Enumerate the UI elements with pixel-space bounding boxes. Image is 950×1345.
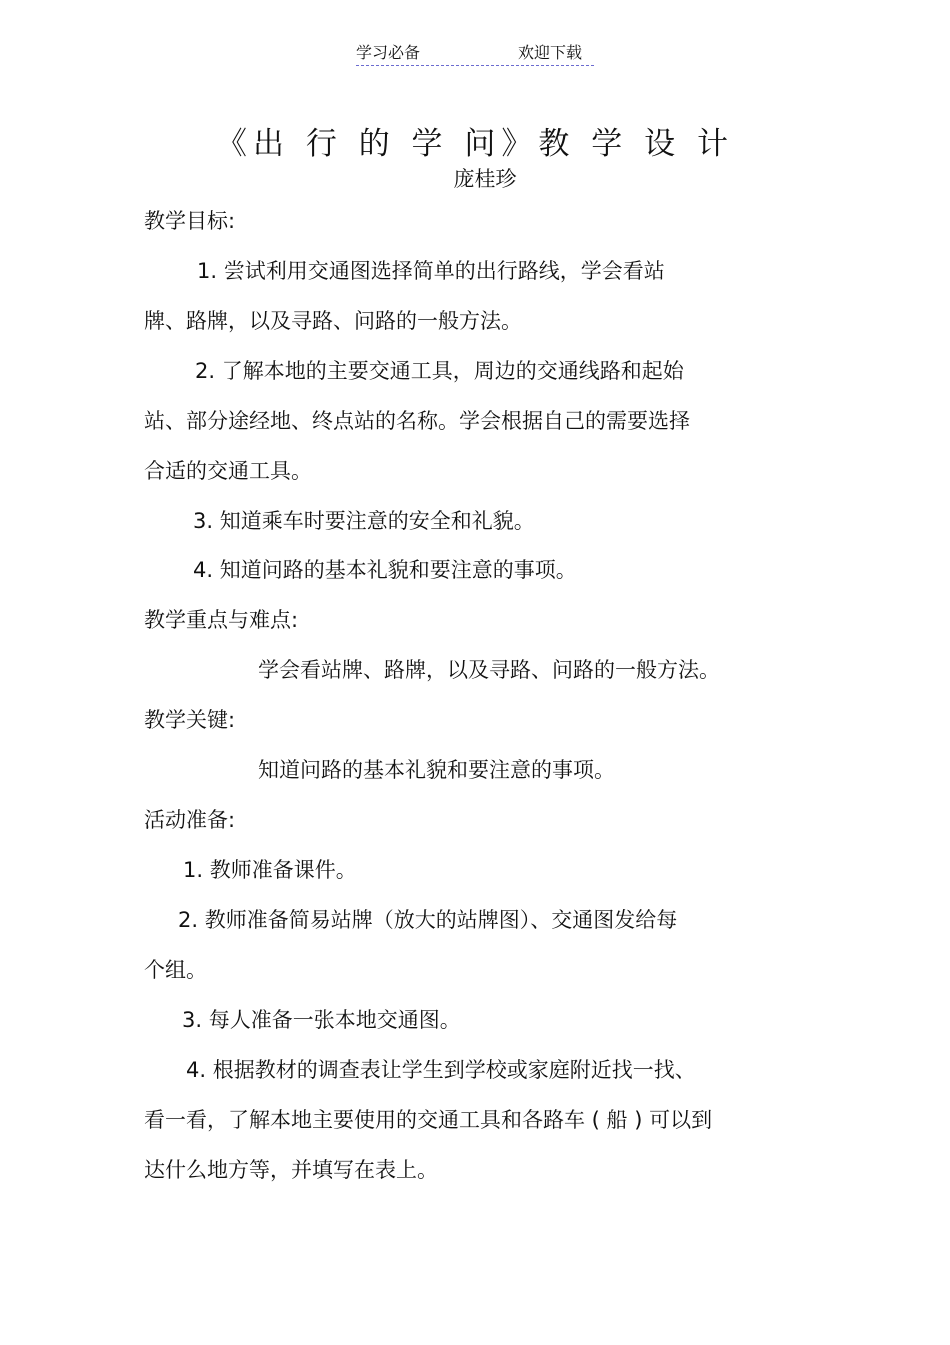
goal-1-line-2: 牌、路牌，以及寻路、问路的一般方法。 bbox=[144, 309, 522, 333]
preparation-heading: 活动准备: bbox=[144, 808, 236, 832]
author-name: 庞桂珍 bbox=[453, 167, 517, 191]
prep-4-line-2: 看一看，了解本地主要使用的交通工具和各路车 ( 船 ) 可以到 bbox=[144, 1108, 713, 1132]
goal-2-line-1: 2. 了解本地的主要交通工具，周边的交通线路和起始 bbox=[195, 359, 684, 383]
teaching-crux-text: 知道问路的基本礼貌和要注意的事项。 bbox=[258, 758, 615, 782]
goal-2-line-2: 站、部分途经地、终点站的名称。学会根据自己的需要选择 bbox=[144, 409, 690, 433]
header-right-text: 欢迎下载 bbox=[518, 43, 583, 62]
teaching-crux-heading: 教学关键: bbox=[144, 708, 236, 732]
goal-3: 3. 知道乘车时要注意的安全和礼貌。 bbox=[193, 509, 535, 533]
goals-heading: 教学目标: bbox=[144, 209, 236, 233]
prep-3: 3. 每人准备一张本地交通图。 bbox=[182, 1008, 461, 1032]
prep-2-line-1: 2. 教师准备简易站牌（放大的站牌图）、交通图发给每 bbox=[178, 908, 678, 932]
prep-4-line-1: 4. 根据教材的调查表让学生到学校或家庭附近找一找、 bbox=[186, 1058, 696, 1082]
key-points-text: 学会看站牌、路牌，以及寻路、问路的一般方法。 bbox=[258, 658, 720, 682]
goal-2-line-3: 合适的交通工具。 bbox=[144, 459, 312, 483]
prep-4-line-3: 达什么地方等，并填写在表上。 bbox=[144, 1158, 438, 1182]
key-points-heading: 教学重点与难点: bbox=[144, 608, 299, 632]
page-header bbox=[356, 40, 594, 66]
document-title: 《出 行 的 学 问》教 学 设 计 bbox=[216, 126, 734, 162]
prep-1: 1. 教师准备课件。 bbox=[183, 858, 357, 882]
prep-2-line-2: 个组。 bbox=[144, 958, 207, 982]
header-left-text: 学习必备 bbox=[356, 43, 421, 62]
goal-4: 4. 知道问路的基本礼貌和要注意的事项。 bbox=[193, 558, 577, 582]
goal-1-line-1: 1. 尝试利用交通图选择简单的出行路线，学会看站 bbox=[197, 259, 665, 283]
